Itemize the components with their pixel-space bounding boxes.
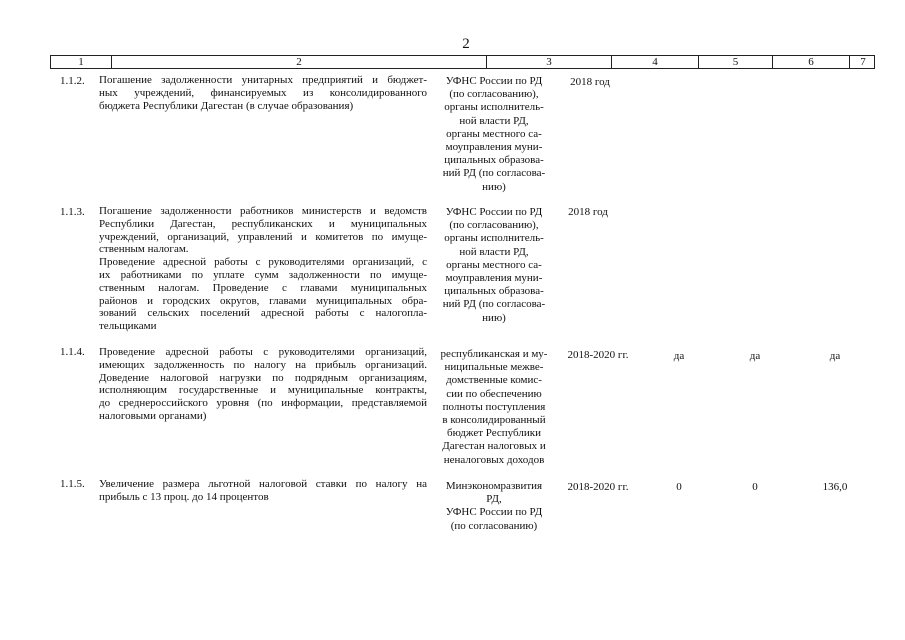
responsible-line: домственные комис-: [446, 374, 542, 387]
header-col-5: 5: [698, 56, 772, 68]
responsible-line: в консолидированный: [442, 414, 546, 427]
description-line: Увеличение размера льготной налоговой ставки по налогу на: [99, 478, 427, 490]
responsible-line: Дагестан налоговых и: [442, 440, 546, 453]
description-line: Доведение налоговой нагрузки по подрядным организациям,: [99, 371, 427, 384]
row-responsible: [434, 206, 554, 325]
row-description: [99, 346, 427, 423]
responsible-line: УФНС России по РД: [445, 506, 543, 519]
description-line: ственным налогам.: [99, 243, 189, 256]
header-col-3: 3: [486, 56, 611, 68]
description-line: Проведение адресной работы с руководителями организаций,: [99, 346, 427, 358]
description-line: Погашение задолженности унитарных предприятий и бюджет-: [99, 74, 427, 86]
row-col5-value: 0: [676, 481, 682, 493]
responsible-line: (по согласованию),: [449, 88, 539, 101]
responsible-line: сии по обеспечению: [446, 387, 542, 400]
description-line: тельщиками: [99, 320, 157, 333]
description-line: до среднероссийского уровня (по информации, представляемой: [99, 397, 427, 410]
responsible-line: УФНС России по РД: [445, 206, 543, 218]
responsible-line: Минэкономразвития: [445, 480, 543, 492]
description-line: ственным налогам. Проведение с главами муниципальных: [99, 281, 427, 294]
responsible-line: ной власти РД,: [459, 114, 529, 127]
page-number: 2: [462, 36, 470, 52]
row-col5-value: да: [673, 350, 685, 362]
responsible-line: РД,: [486, 493, 502, 506]
row-period: 2018-2020 гг.: [567, 481, 629, 493]
responsible-line: ний РД (по согласова-: [442, 298, 546, 311]
row-period: 2018 год: [568, 206, 608, 218]
responsible-line: органы исполнитель-: [444, 232, 544, 245]
responsible-line: республиканская и му-: [440, 348, 548, 360]
responsible-line: УФНС России по РД: [445, 75, 543, 87]
responsible-line: моуправления муни-: [445, 141, 543, 154]
responsible-line: органы местного са-: [446, 127, 542, 140]
header-col-2: 2: [111, 56, 486, 68]
header-col-7: 7: [849, 56, 876, 68]
table-header-row: [50, 55, 875, 69]
description-line: районов и городских округов, главами муниципальных обра-: [99, 294, 427, 307]
row-responsible: [434, 348, 554, 467]
responsible-line: полноты поступления: [442, 400, 546, 413]
row-responsible: [434, 480, 554, 533]
row-description: [99, 205, 427, 333]
responsible-line: неналоговых доходов: [443, 453, 545, 466]
responsible-line: органы исполнитель-: [444, 101, 544, 114]
row-period: 2018 год: [570, 76, 610, 88]
row-description: [99, 478, 427, 504]
row-number: 1.1.4.: [60, 346, 85, 358]
responsible-line: ципальных образова-: [444, 285, 544, 298]
responsible-line: ной власти РД,: [459, 245, 529, 258]
description-line: ных учреждений, финансируемых из консолидированного: [99, 86, 427, 99]
row-col6-value: 0: [752, 481, 758, 493]
responsible-line: органы местного са-: [446, 258, 542, 271]
header-col-4: 4: [611, 56, 698, 68]
row-col7-value: да: [829, 350, 841, 362]
description-line: Погашение задолженности работников министерств и ведомств: [99, 205, 427, 217]
responsible-line: ний РД (по согласова-: [442, 167, 546, 180]
description-line: бюджета Республики Дагестан (в случае образования): [99, 99, 354, 112]
description-line: зований сельских поселений адресной работы с налогоплa-: [99, 307, 427, 320]
description-line: учреждений, организаций, управлений и комитетов по имуще-: [99, 230, 427, 243]
responsible-line: бюджет Республики: [447, 427, 541, 440]
row-description: [99, 74, 427, 112]
header-col-6: 6: [772, 56, 849, 68]
description-line: прибыль с 13 проц. до 14 процентов: [99, 490, 269, 503]
description-line: Проведение адресной работы с руководителями организаций, с: [99, 256, 427, 269]
responsible-line: (по согласованию),: [449, 219, 539, 232]
responsible-line: ципальных образова-: [444, 154, 544, 167]
responsible-line: нию): [482, 180, 506, 193]
description-line: налоговыми органами): [99, 409, 207, 422]
description-line: исполняющим государственные и муниципальные контракты,: [99, 384, 427, 397]
header-col-1: 1: [78, 56, 84, 68]
description-line: их работниками по уплате сумм задолженности по имуще-: [99, 268, 427, 281]
row-number: 1.1.5.: [60, 478, 85, 490]
row-col6-value: да: [749, 350, 761, 362]
responsible-line: нию): [482, 311, 506, 324]
responsible-line: (по согласованию): [450, 519, 538, 532]
description-line: имеющих задолженность по налогу на прибыль организаций.: [99, 358, 427, 371]
responsible-line: моуправления муни-: [445, 272, 543, 285]
row-period: 2018-2020 гг.: [567, 349, 629, 361]
row-col7-value: 136,0: [822, 481, 848, 493]
row-responsible: [434, 75, 554, 194]
responsible-line: ниципальные межве-: [444, 361, 544, 374]
row-number: 1.1.2.: [60, 75, 85, 87]
row-number: 1.1.3.: [60, 206, 85, 218]
description-line: Республики Дагестан, республиканских и муниципальных: [99, 217, 427, 230]
